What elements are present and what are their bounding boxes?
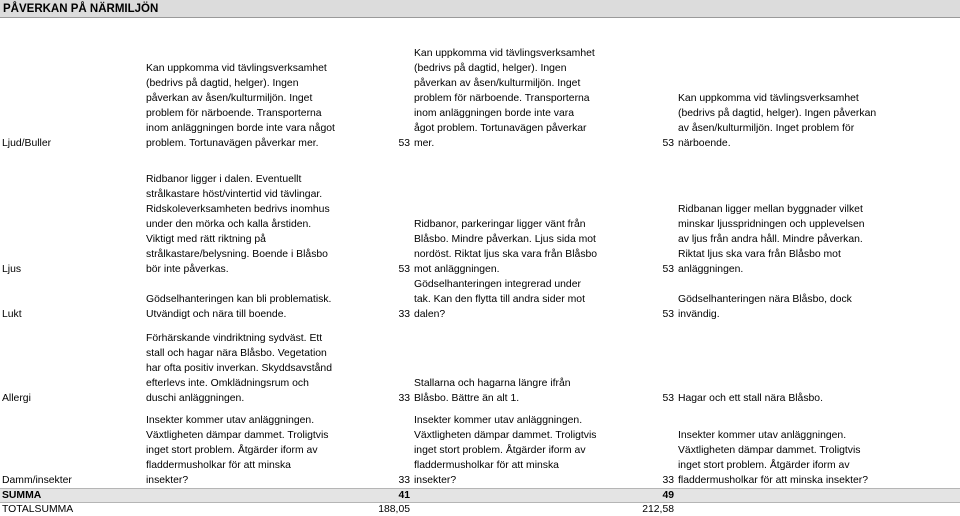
- row-category: Ljud/Buller: [2, 138, 52, 149]
- row-category: Allergi: [2, 393, 31, 404]
- totalsumma-alt2: 212,58: [412, 502, 676, 516]
- table-row: [0, 277, 960, 322]
- alt3-text: Hagar och ett stall nära Blåsbo.: [678, 393, 823, 404]
- totalsumma-alt1: 188,05: [144, 502, 412, 516]
- alt1-score: 53: [398, 264, 410, 275]
- table-row: [0, 322, 960, 406]
- alt1-score: 33: [398, 309, 410, 320]
- alt3-text: Gödselhanteringen nära Blåsbo, dock invändig.: [678, 294, 852, 320]
- alt1-text: Kan uppkomma vid tävlingsverksamhet (bedrivs på dagtid, helger). Ingen påverkan av åsen/kulturmiljön. Inget problem för närboende. Transporterna inom anläggningen borde inte vara något problem. Tortunavägen påverkar mer.: [146, 63, 335, 149]
- table-row: [0, 406, 960, 488]
- alt2-text: Stallarna och hagarna längre ifrån Blåsbo. Bättre än alt 1.: [414, 378, 571, 404]
- page-title: PÅVERKAN PÅ NÄRMILJÖN: [0, 0, 960, 18]
- alt2-text: Gödselhanteringen integrerad under tak. Kan den flytta till andra sider mot dalen?: [414, 279, 585, 320]
- assessment-table: [0, 18, 960, 516]
- alt1-score: 33: [398, 393, 410, 404]
- row-category: Damm/insekter: [2, 474, 72, 486]
- alt2-score: 53: [662, 393, 674, 404]
- table-row: [0, 151, 960, 277]
- table-row: [0, 18, 960, 151]
- alt1-text: Insekter kommer utav anläggningen. Växtligheten dämpar dammet. Troligtvis inget stort problem. Åtgärder iform av fladdermusholkar för att minska insekter?: [146, 414, 329, 486]
- row-category: Lukt: [2, 309, 22, 320]
- totalsumma-row: [0, 502, 960, 516]
- alt2-text: Ridbanor, parkeringar ligger vänt från Blåsbo. Mindre påverkan. Ljus sida mot nordöst. Riktat ljus ska vara från Blåsbo mot anläggningen.: [414, 219, 598, 275]
- alt2-score: 53: [662, 138, 674, 149]
- totalsumma-label: TOTALSUMMA: [0, 502, 144, 516]
- alt2-score: 53: [662, 264, 674, 275]
- alt3-text: Insekter kommer utav anläggningen. Växtligheten dämpar dammet. Troligtvis inget stort problem. Åtgärder iform av fladdermusholkar för att minska insekter?: [678, 429, 868, 486]
- summa-label: SUMMA: [0, 488, 144, 502]
- row-category: Ljus: [2, 264, 22, 275]
- alt2-score: 33: [662, 474, 674, 486]
- alt1-text: Ridbanor ligger i dalen. Eventuellt strålkastare höst/vintertid vid tävlingar. Ridskoleverksamheten bedrivs inomhus under den mörka och kalla årstiden. Viktigt med rätt riktning på strålkastare/belysning. Boende i Blåsbo bör inte påverkas.: [146, 174, 330, 275]
- alt1-text: Förhärskande vindriktning sydväst. Ett stall och hagar nära Blåsbo. Vegetation har ofta positiv inverkan. Skyddsavstånd efterlevs inte. Omklädningsrum och duschi anläggningen.: [146, 333, 332, 404]
- alt2-score: 53: [662, 309, 674, 320]
- alt1-score: 53: [398, 138, 410, 149]
- alt2-text: Insekter kommer utav anläggningen. Växtligheten dämpar dammet. Troligtvis inget stort problem. Åtgärder iform av fladdermusholkar för att minska insekter?: [414, 414, 597, 486]
- summa-alt2: 49: [640, 488, 676, 502]
- alt3-text: Ridbanan ligger mellan byggnader vilket minskar ljusspridningen och upplevelsen av ljus från andra håll. Mindre påverkan. Riktat ljus ska vara från Blåsbo mot anläggningen.: [678, 204, 865, 275]
- summa-alt1: 41: [376, 488, 412, 502]
- alt1-score: 33: [398, 474, 410, 486]
- alt2-text: Kan uppkomma vid tävlingsverksamhet (bedrivs på dagtid, helger). Ingen påverkan av åsen/kulturmiljön. Inget problem för närboende. Transporterna inom anläggningen borde inte vara ågot problem. Tortunavägen påverkar mer.: [414, 48, 595, 149]
- alt1-text: Gödselhanteringen kan bli problematisk. Utvändigt och nära till boende.: [146, 294, 332, 320]
- summa-row: [0, 488, 960, 502]
- alt3-text: Kan uppkomma vid tävlingsverksamhet (bedrivs på dagtid, helger). Ingen påverkan av åsen/kulturmiljön. Inget problem för närboende.: [678, 93, 877, 149]
